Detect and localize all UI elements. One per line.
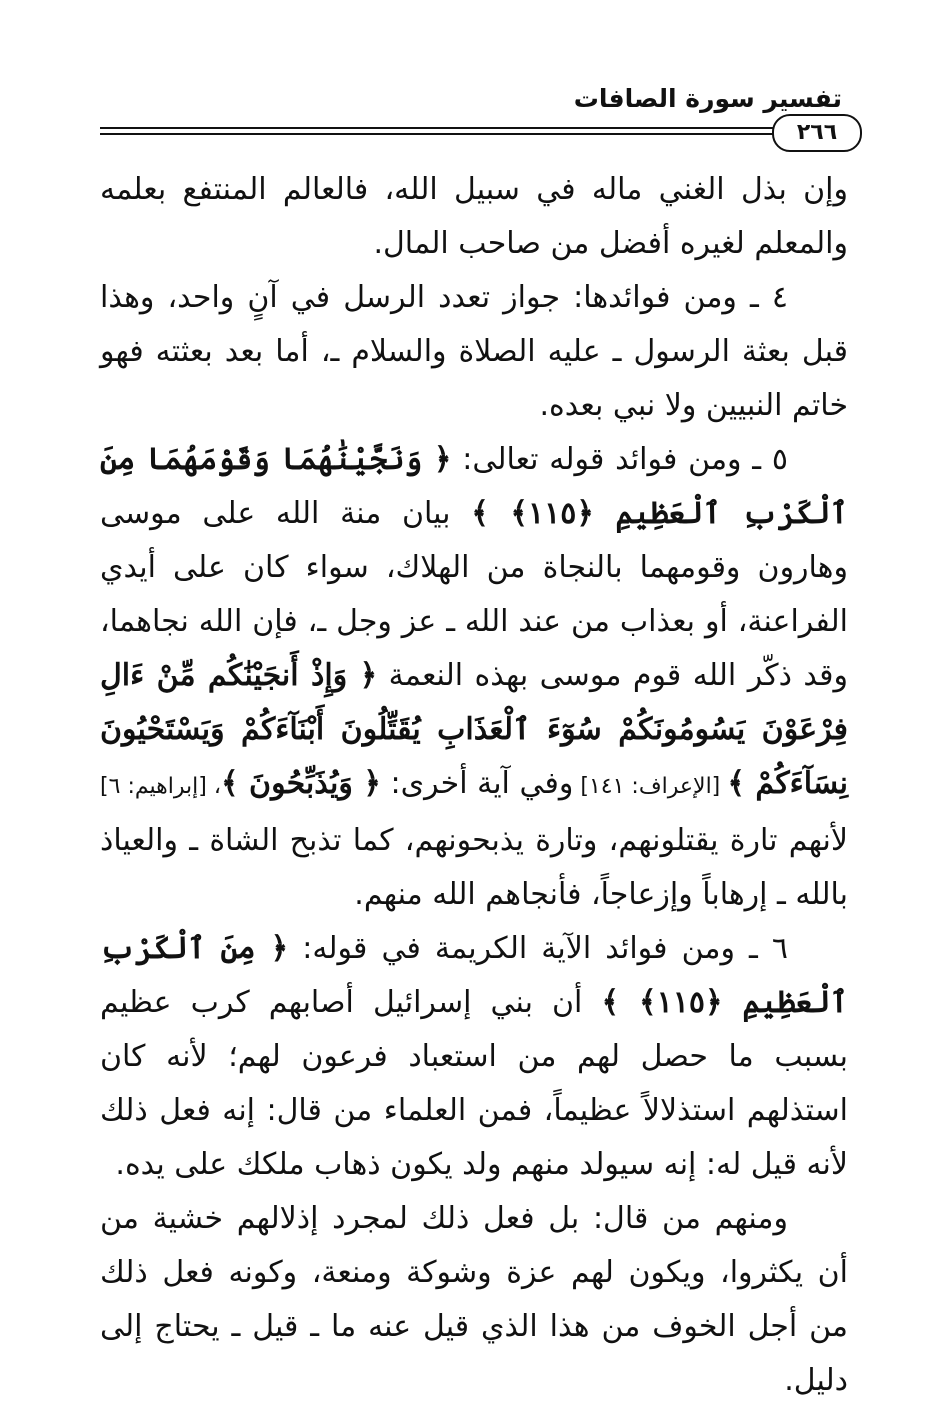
running-header-title: تفسير سورة الصافات	[573, 84, 842, 113]
quran-verse-3: ﴿ وَيُذَبِّحُونَ ﴾	[220, 766, 381, 801]
page-number-badge: ٢٦٦	[772, 114, 862, 152]
paragraph-4-intro: ٦ ـ ومن فوائد الآية الكريمة في قوله:	[288, 931, 789, 966]
paragraph-5: ومنهم من قال: بل فعل ذلك لمجرد إذلالهم خشية من أن يكثروا، ويكون لهم عزة وشوكة ومنعة، وكونه فعل ذلك من أجل الخوف من هذا الذي قيل عنه ما ـ قيل ـ يحتاج إلى دليل.	[100, 1201, 848, 1398]
verse-reference-1: [الإعراف: ١٤١]	[573, 774, 728, 799]
header-rule-bottom	[100, 133, 805, 135]
paragraph-2: ٤ ـ ومن فوائدها: جواز تعدد الرسل في آنٍ واحد، وهذا قبل بعثة الرسول ـ عليه الصلاة والسلام ـ، أما بعد بعثته فهو خاتم النبيين ولا نبي بعده.	[100, 280, 848, 423]
quran-verse-1: ﴿ وَنَجَّيْنَٰهُمَا وَقَوْمَهُمَا مِنَ ٱلْكَرْبِ ٱلْعَظِيمِ ﴿١١٥﴾ ﴾	[100, 442, 849, 531]
body-text	[100, 163, 848, 1408]
paragraph-3	[100, 433, 848, 922]
quran-verse-4: ﴿ مِنَ ٱلْكَرْبِ ٱلْعَظِيمِ ﴿١١٥﴾ ﴾	[100, 931, 848, 1020]
paragraph-3-intro: ٥ ـ ومن فوائد قوله تعالى:	[451, 442, 788, 477]
paragraph-3-ending: لأنهم تارة يقتلونهم، وتارة يذبحونهم، كما تذبح الشاة ـ والعياذ بالله ـ إرهاباً وإزعاجاً، فأنجاهم الله منهم.	[100, 823, 848, 912]
header-rule-top	[100, 127, 805, 129]
paragraph-1: وإن بذل الغني ماله في سبيل الله، فالعالم المنتفع بعلمه والمعلم لغيره أفضل من صاحب المال.	[100, 172, 848, 261]
verse-reference-2: ، [إبراهيم: ٦]	[100, 774, 221, 799]
paragraph-4-text: أن بني إسرائيل أصابهم كرب عظيم بسبب ما حصل لهم من استعباد فرعون لهم؛ لأنه كان استذلهم استذلالاً عظيماً، فمن العلماء من قال: إنه فعل ذلك لأنه قيل له: إنه سيولد منهم ولد يكون ذهاب ملكك على يده.	[100, 985, 848, 1182]
paragraph-3-continuation: وفي آية أخرى:	[380, 766, 574, 801]
quran-verse-2: ﴿ وَإِذْ أَنجَيْنَٰكُم مِّنْ ءَالِ فِرْعَوْنَ يَسُومُونَكُمْ سُوٓءَ ٱلْعَذَابِ يُقَتِّلُونَ أَبْنَآءَكُمْ وَيَسْتَحْيُونَ نِسَآءَكُمْ ﴾	[100, 658, 848, 801]
paragraph-3-text: بيان منة الله على موسى وهارون وقومهما بالنجاة من الهلاك، سواء كان على أيدي الفراعنة، أو بعذاب من عند الله ـ عز وجل ـ، فإن الله نجاهما، وقد ذكّر الله قوم موسى بهذه النعمة	[100, 496, 848, 693]
paragraph-4	[100, 922, 848, 1192]
